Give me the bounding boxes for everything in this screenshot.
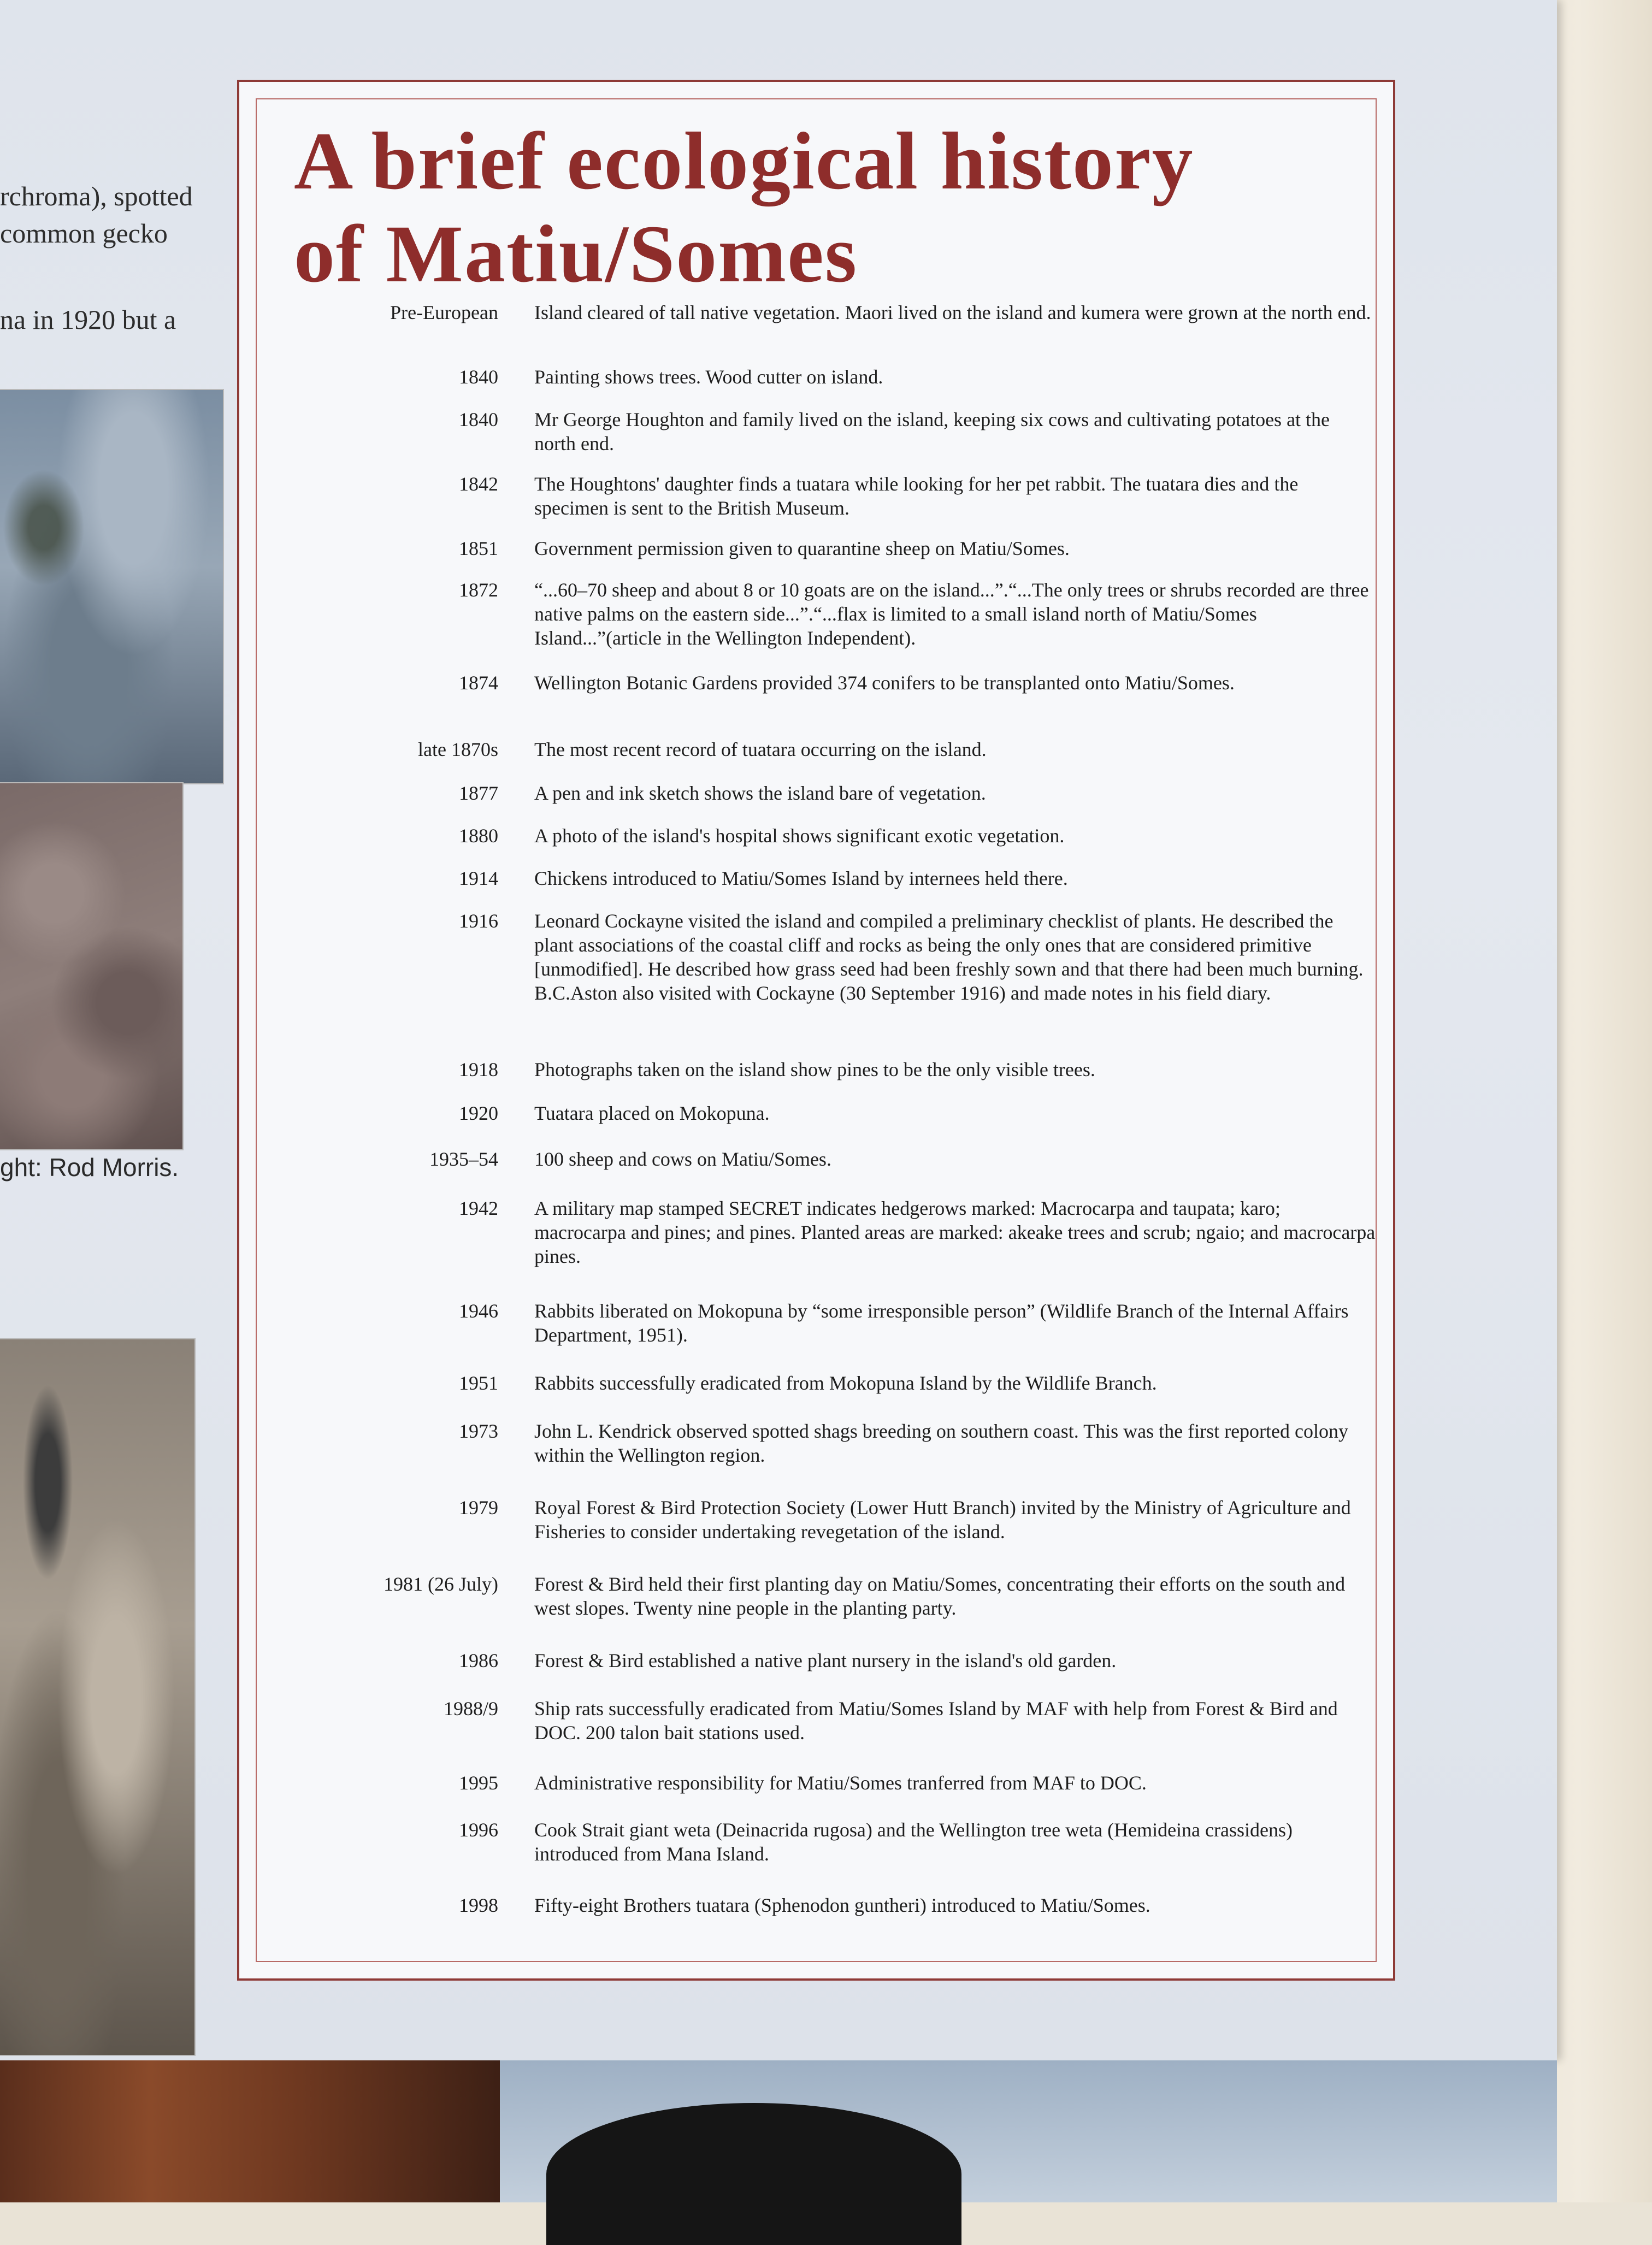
entry-text: Rabbits successfully eradicated from Mokopuna Island by the Wildlife Branch.: [534, 1372, 1157, 1394]
shag-photo: [0, 1338, 196, 2056]
entry-text: A pen and ink sketch shows the island bare of vegetation.: [534, 782, 986, 804]
timeline-entry: [261, 781, 1376, 805]
timeline-entry: [261, 1371, 1376, 1395]
timeline-entry: [261, 1818, 1376, 1866]
entry-text: Administrative responsibility for Matiu/Somes tranferred from MAF to DOC.: [534, 1772, 1147, 1794]
entry-text: Photographs taken on the island show pines to be the only visible trees.: [534, 1059, 1095, 1080]
timeline-entry: [261, 472, 1376, 520]
timeline-entry: [261, 1893, 1376, 1917]
timeline-entry: [261, 578, 1376, 650]
timeline-entry: [261, 1697, 1376, 1745]
timeline-entry: [261, 1496, 1376, 1544]
entry-year: 1973: [459, 1420, 498, 1442]
timeline-entry: [261, 1572, 1376, 1620]
bottom-photo-left: [0, 2060, 500, 2202]
entry-year: 1946: [459, 1300, 498, 1322]
entry-text: Rabbits liberated on Mokopuna by “some irresponsible person” (Wildlife Branch of the Internal Affairs Department, 1951).: [534, 1300, 1349, 1346]
entry-year: 1996: [459, 1819, 498, 1841]
photo-credit: ght: Rod Morris.: [0, 1153, 179, 1181]
entry-text: A military map stamped SECRET indicates hedgerows marked: Macrocarpa and taupata; karo; macrocarpa and pines; and pines. Planted areas are marked: akeake trees and scrub; ngaio; and macrocarpa pines.: [534, 1197, 1376, 1267]
entry-text: Royal Forest & Bird Protection Society (Lower Hutt Branch) invited by the Ministry of Agriculture and Fisheries to consider undertaking revegetation of the island.: [534, 1497, 1351, 1543]
rock-photo: [0, 782, 184, 1150]
timeline-entry: [261, 671, 1376, 695]
entry-text: Forest & Bird held their first planting day on Matiu/Somes, concentrating their efforts on the south and west slopes. Twenty nine people in the planting party.: [534, 1573, 1346, 1619]
entry-text: Forest & Bird established a native plant nursery in the island's old garden.: [534, 1650, 1117, 1671]
entry-year: 1988/9: [443, 1698, 498, 1720]
entry-text: Chickens introduced to Matiu/Somes Island by internees held there.: [534, 867, 1068, 889]
left-text-line-3: na in 1920 but a: [0, 304, 176, 335]
entry-year: 1935–54: [429, 1148, 498, 1170]
timeline-entry: [261, 1419, 1376, 1467]
lizard-photo: [0, 389, 224, 784]
timeline-entry: [261, 407, 1376, 456]
entry-text: Leonard Cockayne visited the island and compiled a preliminary checklist of plants. He described the plant associations of the coastal cliff and rocks as being the only ones that are considered primitive [unmodified]. He described how grass seed had been freshly sown and that there had been much burning. B.C.Aston also visited with Cockayne (30 September 1916) and made notes in his field diary.: [534, 910, 1364, 1004]
entry-text: Cook Strait giant weta (Deinacrida rugosa) and the Wellington tree weta (Hemideina crassidens) introduced from Mana Island.: [534, 1819, 1293, 1865]
timeline-entry: [261, 300, 1376, 324]
entry-text: Painting shows trees. Wood cutter on island.: [534, 366, 883, 388]
entry-text: “...60–70 sheep and about 8 or 10 goats are on the island...”.“...The only trees or shrubs recorded are three native palms on the eastern side...”.“...flax is limited to a small island north of Matiu/Somes Island...”(article in the Wellington Independent).: [534, 579, 1369, 649]
timeline-entry: [261, 1147, 1376, 1171]
entry-year: 1842: [459, 473, 498, 495]
bottom-rock-silhouette: [546, 2103, 961, 2245]
timeline-entry: [261, 365, 1376, 389]
left-text-line-2: common gecko: [0, 218, 168, 249]
entry-year: 1918: [459, 1059, 498, 1080]
entry-text: Mr George Houghton and family lived on the island, keeping six cows and cultivating potatoes at the north end.: [534, 409, 1330, 454]
entry-text: The Houghtons' daughter finds a tuatara while looking for her pet rabbit. The tuatara dies and the specimen is sent to the British Museum.: [534, 473, 1299, 519]
entry-year: late 1870s: [418, 739, 498, 760]
entry-year: 1880: [459, 825, 498, 847]
timeline-entry: [261, 824, 1376, 848]
timeline-entry: [261, 1057, 1376, 1082]
panel-title-line-2: of Matiu/Somes: [294, 209, 858, 299]
entry-year: 1851: [459, 537, 498, 559]
entry-year: 1874: [459, 672, 498, 694]
entry-year: 1998: [459, 1894, 498, 1916]
entry-text: Fifty-eight Brothers tuatara (Sphenodon guntheri) introduced to Matiu/Somes.: [534, 1894, 1150, 1916]
timeline-entry: [261, 1649, 1376, 1673]
entry-year: Pre-European: [390, 302, 498, 323]
timeline-entry: [261, 1101, 1376, 1125]
timeline-entry: [261, 536, 1376, 560]
entry-text: Ship rats successfully eradicated from Matiu/Somes Island by MAF with help from Forest & Bird and DOC. 200 talon bait stations used.: [534, 1698, 1338, 1744]
timeline-entry: [261, 909, 1376, 1005]
timeline-entry: [261, 1299, 1376, 1347]
entry-year: 1979: [459, 1497, 498, 1519]
entry-text: 100 sheep and cows on Matiu/Somes.: [534, 1148, 831, 1170]
entry-year: 1840: [459, 409, 498, 430]
entry-year: 1916: [459, 910, 498, 932]
entry-year: 1872: [459, 579, 498, 601]
entry-text: Government permission given to quarantine sheep on Matiu/Somes.: [534, 537, 1070, 559]
entry-text: John L. Kendrick observed spotted shags breeding on southern coast. This was the first reported colony within the Wellington region.: [534, 1420, 1349, 1466]
entry-year: 1877: [459, 782, 498, 804]
entry-year: 1840: [459, 366, 498, 388]
entry-year: 1951: [459, 1372, 498, 1394]
timeline-entry: [261, 866, 1376, 890]
entry-text: Wellington Botanic Gardens provided 374 conifers to be transplanted onto Matiu/Somes.: [534, 672, 1235, 694]
entry-year: 1995: [459, 1772, 498, 1794]
entry-text: A photo of the island's hospital shows significant exotic vegetation.: [534, 825, 1065, 847]
entry-text: Tuatara placed on Mokopuna.: [534, 1102, 770, 1124]
entry-year: 1914: [459, 867, 498, 889]
history-panel: [237, 80, 1395, 1981]
entry-year: 1981 (26 July): [384, 1573, 498, 1595]
entry-text: The most recent record of tuatara occurring on the island.: [534, 739, 987, 760]
entry-year: 1942: [459, 1197, 498, 1219]
timeline-entry: [261, 737, 1376, 761]
panel-title-line-1: A brief ecological history: [294, 116, 1194, 206]
entry-year: 1986: [459, 1650, 498, 1671]
entry-year: 1920: [459, 1102, 498, 1124]
timeline-entry: [261, 1196, 1376, 1268]
left-text-line-1: rchroma), spotted: [0, 181, 193, 211]
timeline-entry: [261, 1771, 1376, 1795]
panel-title: [294, 115, 1359, 300]
entry-text: Island cleared of tall native vegetation. Maori lived on the island and kumera were grown at the north end.: [534, 302, 1371, 323]
